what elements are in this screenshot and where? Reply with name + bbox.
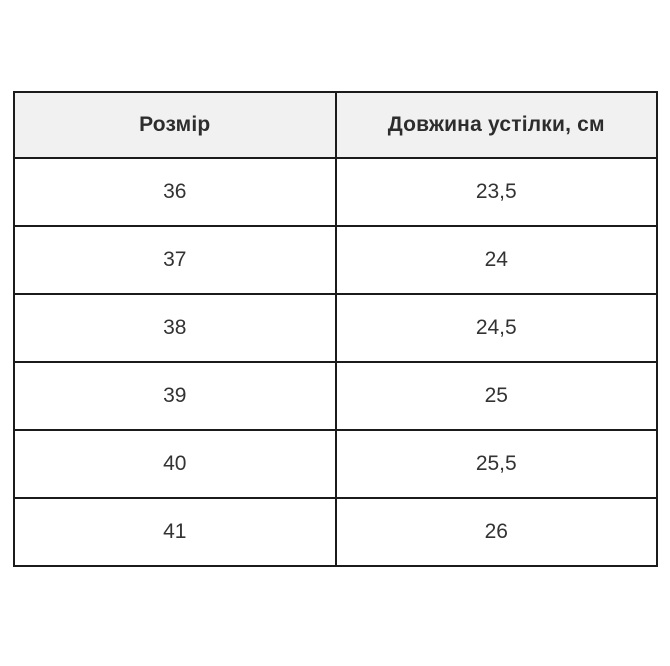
size-cell: 39	[14, 362, 336, 430]
length-cell: 23,5	[336, 158, 658, 226]
size-chart-body	[14, 158, 657, 566]
size-chart-table	[13, 91, 658, 567]
table-row	[14, 226, 657, 294]
length-cell: 24,5	[336, 294, 658, 362]
header-row	[14, 92, 657, 158]
size-cell: 38	[14, 294, 336, 362]
length-cell: 24	[336, 226, 658, 294]
size-cell: 36	[14, 158, 336, 226]
table-row	[14, 362, 657, 430]
table-row	[14, 430, 657, 498]
length-cell: 25	[336, 362, 658, 430]
header-cell-size: Розмір	[14, 92, 336, 158]
table-row	[14, 498, 657, 566]
size-cell: 37	[14, 226, 336, 294]
size-cell: 40	[14, 430, 336, 498]
length-cell: 26	[336, 498, 658, 566]
length-cell: 25,5	[336, 430, 658, 498]
size-chart-header	[14, 92, 657, 158]
table-row	[14, 294, 657, 362]
size-cell: 41	[14, 498, 336, 566]
table-row	[14, 158, 657, 226]
header-cell-insole-length: Довжина устілки, см	[336, 92, 658, 158]
